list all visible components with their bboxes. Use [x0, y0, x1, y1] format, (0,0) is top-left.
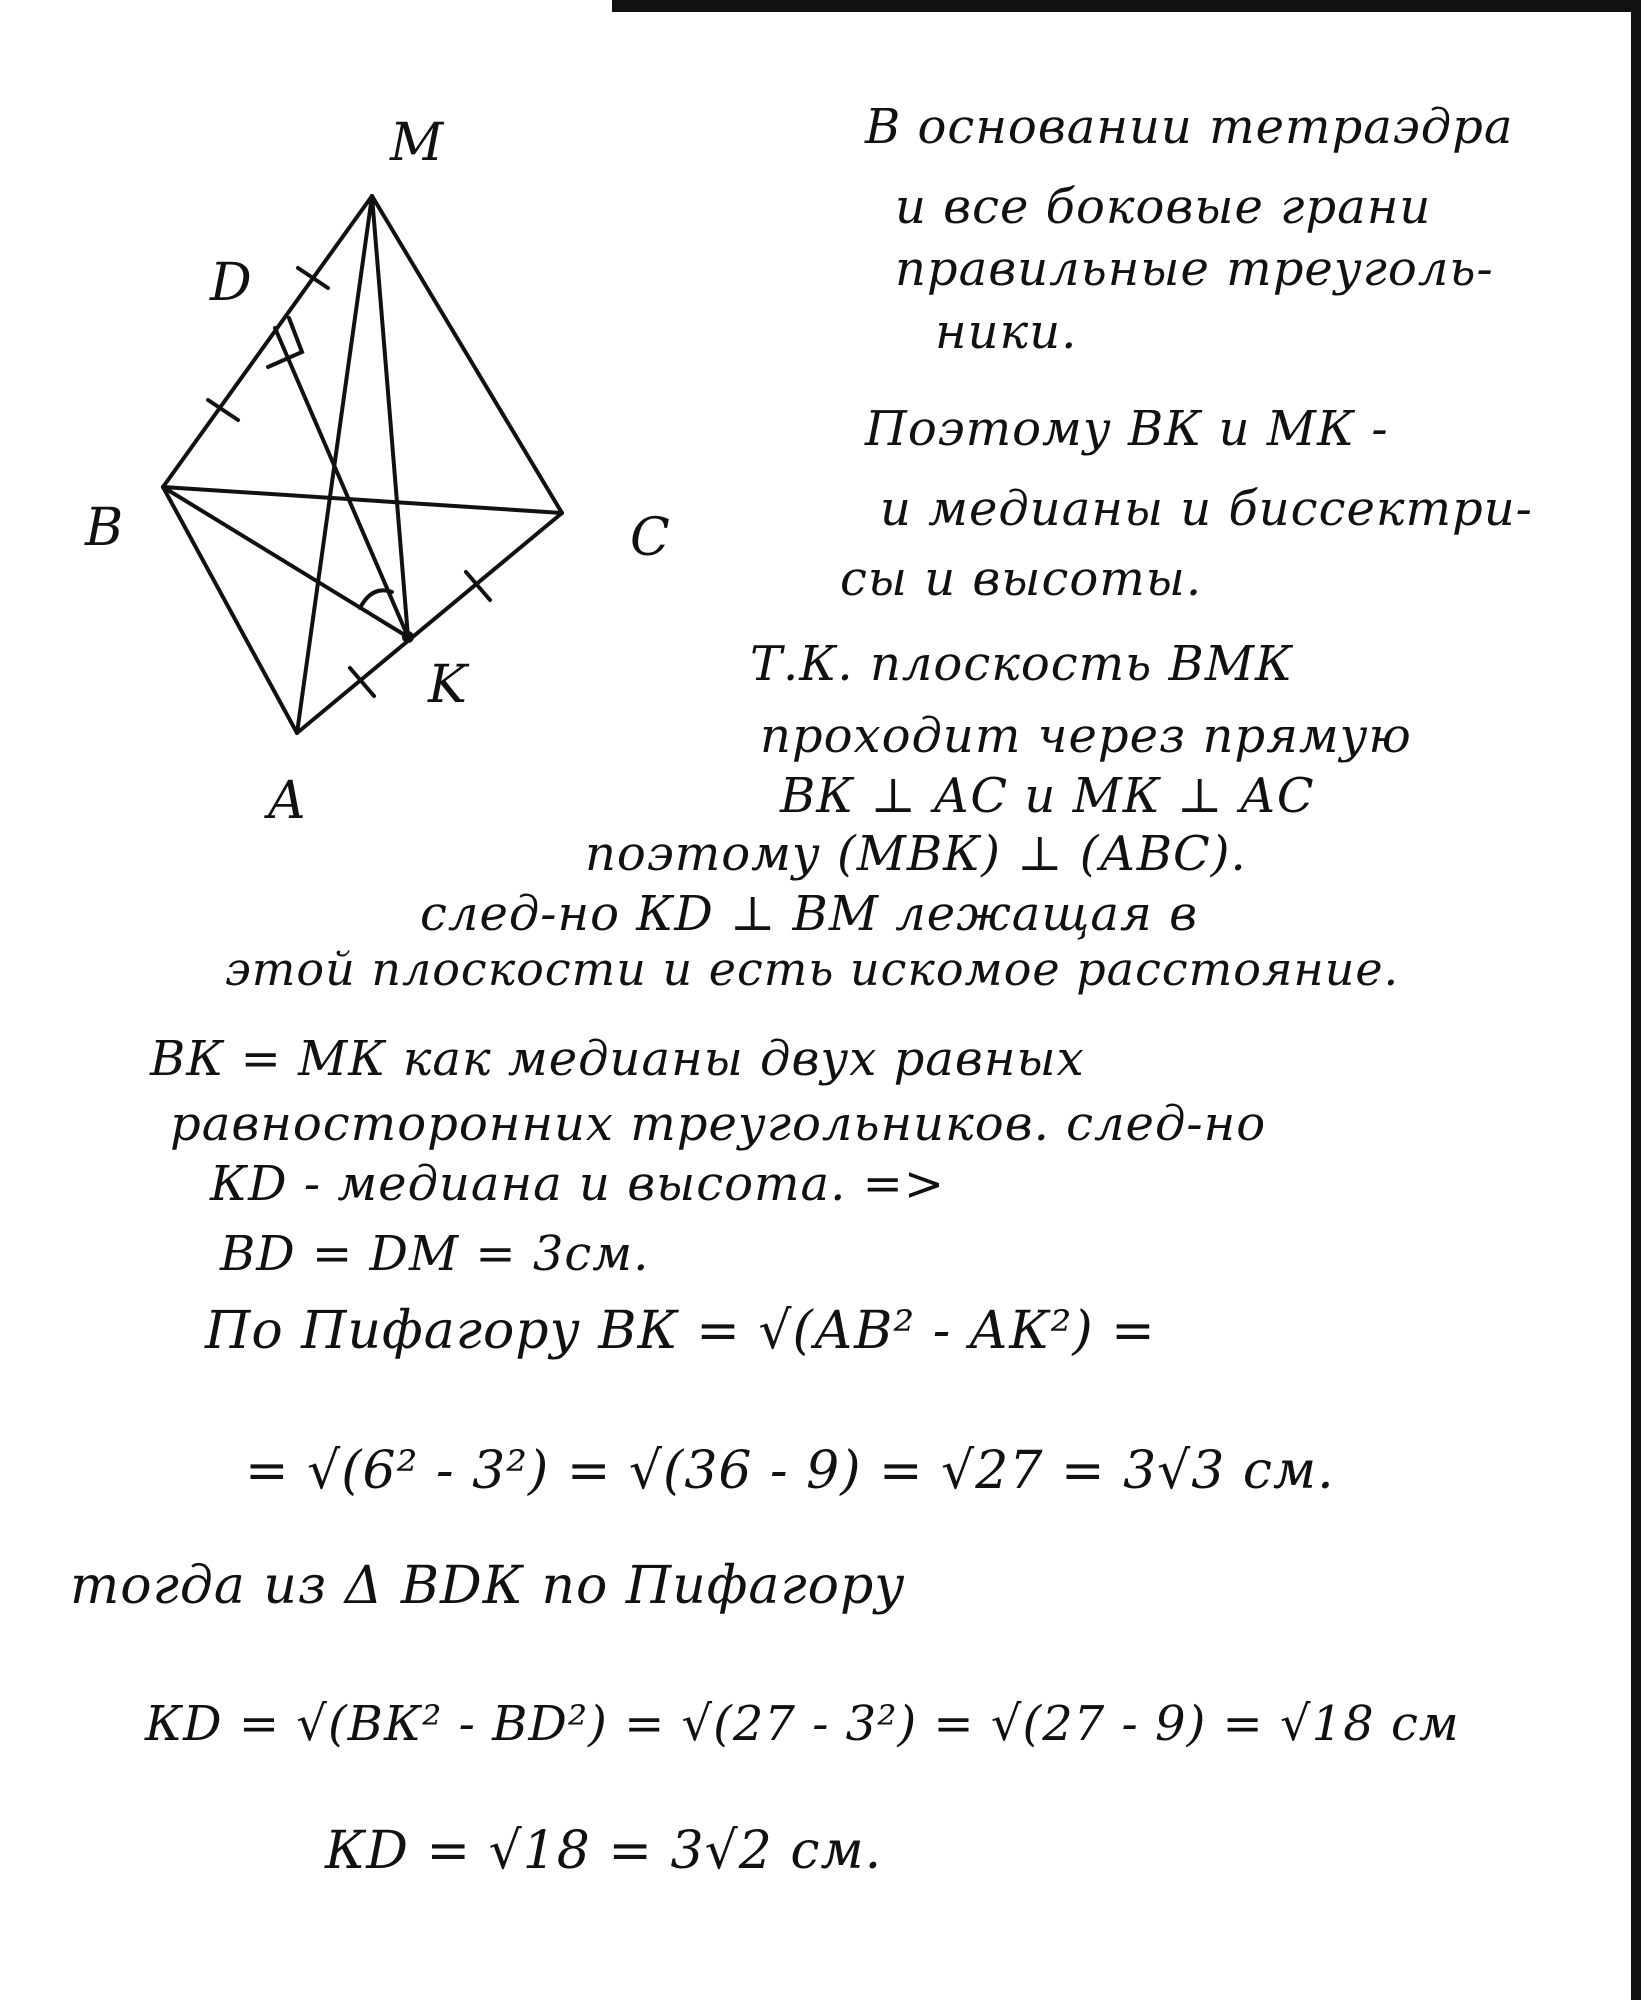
edge-mc: [372, 196, 562, 513]
text-line-7: сы и высоты.: [840, 551, 1203, 607]
text-line-16: КD - медиана и высота. =>: [210, 1156, 946, 1212]
text-line-9: проходит через прямую: [760, 708, 1412, 764]
vertex-label-k: K: [428, 655, 467, 715]
text-line-19: = √(6² - 3²) = √(36 - 9) = √27 = 3√3 см.: [245, 1441, 1335, 1501]
vertex-label-a: A: [268, 771, 306, 831]
text-line-15: равносторонних треугольников. след-но: [170, 1096, 1267, 1152]
page-edge-right: [1631, 0, 1641, 2000]
text-line-8: Т.К. плоскость ВМК: [750, 636, 1294, 692]
page-edge-top: [612, 0, 1641, 12]
edge-bm: [163, 196, 372, 487]
segment-bk: [163, 487, 408, 637]
vertex-label-d: D: [210, 253, 252, 313]
tetrahedron-figure: [0, 0, 700, 860]
text-line-1: В основании тетраэдра: [865, 99, 1514, 155]
text-line-10: ВК ⊥ АС и МК ⊥ АС: [780, 768, 1315, 824]
text-line-3: правильные треуголь-: [895, 241, 1494, 297]
vertex-label-c: C: [630, 508, 670, 568]
text-line-4: ники.: [935, 304, 1078, 360]
edge-bc: [163, 487, 562, 513]
text-line-5: Поэтому ВК и МК -: [865, 401, 1389, 457]
tick-md: [298, 268, 328, 288]
text-line-6: и медианы и биссектри-: [880, 481, 1533, 537]
text-line-13: этой плоскости и есть искомое расстояние.: [225, 942, 1400, 996]
point-k: [404, 633, 412, 641]
vertex-label-m: M: [390, 113, 444, 173]
text-line-14: ВК = МК как медианы двух равных: [150, 1031, 1085, 1087]
text-line-22: КD = √18 = 3√2 см.: [325, 1821, 883, 1881]
text-line-12: след-но КD ⊥ ВМ лежащая в: [420, 886, 1199, 942]
text-line-20: тогда из Δ ВDК по Пифагору: [70, 1556, 906, 1616]
text-line-18: По Пифагору ВК = √(АВ² - АК²) =: [205, 1301, 1156, 1361]
text-line-21: КD = √(ВК² - ВD²) = √(27 - 3²) = √(27 - 9) = √18 см: [145, 1696, 1460, 1752]
text-line-17: ВD = DМ = 3см.: [220, 1226, 650, 1282]
text-line-2: и все боковые грани: [895, 179, 1432, 235]
vertex-label-b: B: [85, 498, 124, 558]
edge-ba: [163, 487, 297, 733]
right-angle-mark-d: [268, 318, 302, 367]
text-line-11: поэтому (МВК) ⊥ (АВС).: [585, 826, 1247, 882]
